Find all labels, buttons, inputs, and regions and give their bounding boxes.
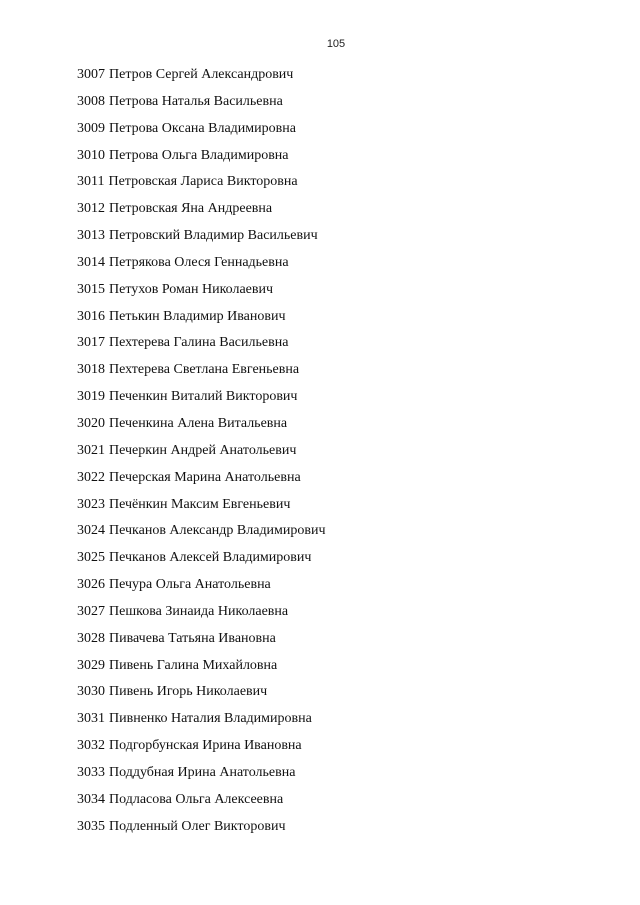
entry-number: 3017 bbox=[77, 335, 105, 351]
list-item bbox=[77, 442, 326, 469]
list-item bbox=[77, 334, 326, 361]
entry-name: Пешкова Зинаида Николаевна bbox=[109, 603, 289, 619]
entry-number: 3013 bbox=[77, 228, 105, 244]
entry-number: 3034 bbox=[77, 791, 105, 807]
list-item bbox=[77, 818, 326, 845]
list-item bbox=[77, 737, 326, 764]
entry-number: 3020 bbox=[77, 415, 105, 431]
entry-number: 3007 bbox=[77, 67, 105, 82]
entry-number: 3033 bbox=[77, 764, 105, 780]
entry-name: Печеркин Андрей Анатольевич bbox=[109, 442, 297, 458]
entry-name: Подласова Ольга Алексеевна bbox=[109, 791, 284, 807]
list-item bbox=[77, 496, 326, 523]
entry-name: Петрова Ольга Владимировна bbox=[109, 147, 289, 163]
entry-name: Печенкин Виталий Викторович bbox=[109, 389, 298, 405]
list-item bbox=[77, 147, 326, 174]
list-item bbox=[77, 281, 326, 308]
entry-number: 3011 bbox=[77, 174, 105, 190]
entry-number: 3016 bbox=[77, 308, 105, 324]
entry-name: Подгорбунская Ирина Ивановна bbox=[109, 738, 302, 754]
entry-number: 3031 bbox=[77, 711, 105, 727]
list-item bbox=[77, 173, 326, 200]
entry-name: Пивачева Татьяна Ивановна bbox=[109, 630, 276, 646]
entry-name: Подленный Олег Викторович bbox=[109, 818, 286, 834]
entry-name: Петрякова Олеся Геннадьевна bbox=[109, 254, 289, 270]
list-item bbox=[77, 415, 326, 442]
entry-number: 3009 bbox=[77, 120, 105, 136]
list-item bbox=[77, 764, 326, 791]
entry-name: Печёнкин Максим Евгеньевич bbox=[109, 496, 291, 512]
list-item bbox=[77, 710, 326, 737]
entry-name: Пивень Игорь Николаевич bbox=[109, 684, 268, 700]
entry-name: Печканов Александр Владимирович bbox=[109, 523, 326, 539]
entry-name: Печура Ольга Анатольевна bbox=[109, 577, 271, 593]
entry-number: 3028 bbox=[77, 630, 105, 646]
entry-name: Петров Сергей Александрович bbox=[109, 67, 294, 82]
list-item bbox=[77, 200, 326, 227]
entry-name: Петрова Оксана Владимировна bbox=[109, 120, 296, 136]
entry-number: 3030 bbox=[77, 684, 105, 700]
entry-name: Петровский Владимир Васильевич bbox=[109, 228, 318, 244]
entry-number: 3014 bbox=[77, 254, 105, 270]
list-item bbox=[77, 630, 326, 657]
list-item bbox=[77, 791, 326, 818]
list-item bbox=[77, 66, 326, 93]
list-item bbox=[77, 120, 326, 147]
entry-name: Печерская Марина Анатольевна bbox=[109, 469, 301, 485]
entry-number: 3022 bbox=[77, 469, 105, 485]
entry-number: 3024 bbox=[77, 523, 105, 539]
entry-name: Петухов Роман Николаевич bbox=[109, 281, 274, 297]
entry-number: 3012 bbox=[77, 201, 105, 217]
entry-number: 3025 bbox=[77, 550, 105, 566]
list-item bbox=[77, 227, 326, 254]
list-item bbox=[77, 361, 326, 388]
entry-name: Петькин Владимир Иванович bbox=[109, 308, 286, 324]
entry-number: 3021 bbox=[77, 442, 105, 458]
page-number: 105 bbox=[326, 38, 346, 50]
entry-name: Пивень Галина Михайловна bbox=[109, 657, 278, 673]
list-item bbox=[77, 576, 326, 603]
list-item bbox=[77, 93, 326, 120]
entry-number: 3015 bbox=[77, 281, 105, 297]
entry-number: 3010 bbox=[77, 147, 105, 163]
entry-name: Печенкина Алена Витальевна bbox=[109, 415, 288, 431]
list-item bbox=[77, 683, 326, 710]
list-item bbox=[77, 308, 326, 335]
entry-name: Поддубная Ирина Анатольевна bbox=[109, 764, 296, 780]
list-item bbox=[77, 657, 326, 684]
entry-number: 3032 bbox=[77, 738, 105, 754]
entry-number: 3018 bbox=[77, 362, 105, 378]
list-item bbox=[77, 603, 326, 630]
entry-name: Пехтерева Светлана Евгеньевна bbox=[109, 362, 300, 378]
entry-name: Петровская Яна Андреевна bbox=[109, 201, 273, 217]
list-item bbox=[77, 388, 326, 415]
entry-name: Печканов Алексей Владимирович bbox=[109, 550, 312, 566]
entry-number: 3026 bbox=[77, 577, 105, 593]
entry-name: Пивненко Наталия Владимировна bbox=[109, 711, 312, 727]
entry-number: 3035 bbox=[77, 818, 105, 834]
entry-number: 3029 bbox=[77, 657, 105, 673]
entry-number: 3008 bbox=[77, 93, 105, 109]
list-item bbox=[77, 254, 326, 281]
name-list bbox=[77, 66, 326, 844]
entry-number: 3027 bbox=[77, 603, 105, 619]
list-item bbox=[77, 549, 326, 576]
entry-name: Петровская Лариса Викторовна bbox=[108, 174, 298, 190]
entry-number: 3019 bbox=[77, 389, 105, 405]
entry-name: Петрова Наталья Васильевна bbox=[109, 93, 283, 109]
entry-number: 3023 bbox=[77, 496, 105, 512]
entry-name: Пехтерева Галина Васильевна bbox=[109, 335, 289, 351]
list-item bbox=[77, 469, 326, 496]
list-item bbox=[77, 522, 326, 549]
